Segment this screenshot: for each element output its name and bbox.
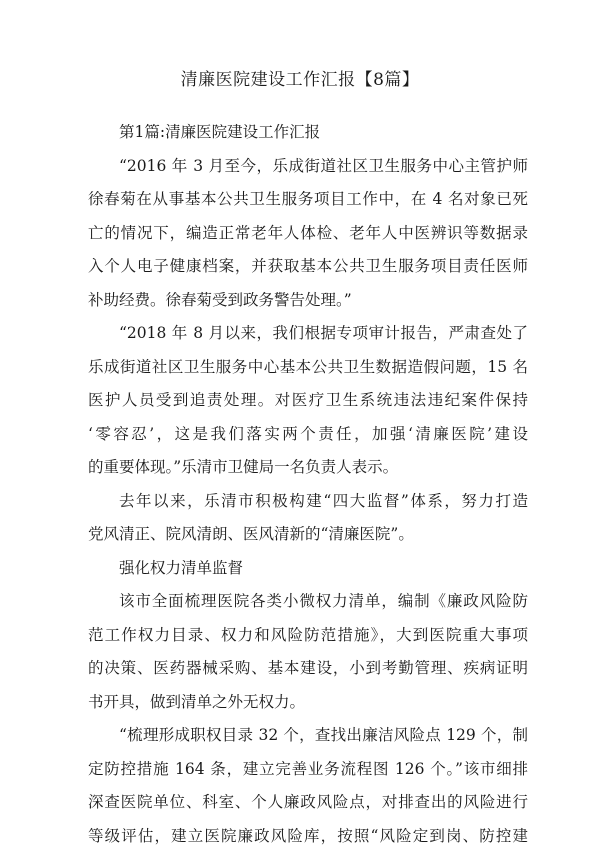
text-line: 党风清正、院风清朗、医风清新的“清廉医院”。: [88, 518, 528, 552]
text-line: 深查医院单位、科室、个人廉政风险点，对排查出的风险进行: [88, 786, 528, 820]
text-line: “梳理形成职权目录 32 个，查找出廉洁风险点 129 个，制: [88, 719, 528, 753]
text-line: 等级评估，建立医院廉政风险库，按照“风险定到岗、防控建: [88, 820, 528, 853]
text-line: 补助经费。徐春菊受到政务警告处理。”: [88, 284, 528, 318]
text-line: 书开具，做到清单之外无权力。: [88, 686, 528, 720]
text-line: 第1篇:清廉医院建设工作汇报: [88, 116, 528, 150]
document-body: [88, 116, 528, 853]
text-line: 亡的情况下，编造正常老年人体检、老年人中医辨识等数据录: [88, 217, 528, 251]
text-line: “2018 年 8 月以来，我们根据专项审计报告，严肃查处了: [88, 317, 528, 351]
document-title: 清廉医院建设工作汇报【8篇】: [0, 68, 600, 92]
text-line: 医护人员受到追责处理。对医疗卫生系统违法违纪案件保持: [88, 384, 528, 418]
text-line: 入个人电子健康档案，并获取基本公共卫生服务项目责任医师: [88, 250, 528, 284]
text-line: 的决策、医药器械采购、基本建设，小到考勤管理、疾病证明: [88, 652, 528, 686]
text-line: ‘零容忍’，这是我们落实两个责任，加强‘清廉医院’建设: [88, 418, 528, 452]
text-line: “2016 年 3 月至今，乐成街道社区卫生服务中心主管护师: [88, 150, 528, 184]
text-line: 强化权力清单监督: [88, 552, 528, 586]
text-line: 徐春菊在从事基本公共卫生服务项目工作中，在 4 名对象已死: [88, 183, 528, 217]
text-line: 的重要体现。”乐清市卫健局一名负责人表示。: [88, 451, 528, 485]
text-line: 该市全面梳理医院各类小微权力清单，编制《廉政风险防: [88, 585, 528, 619]
text-line: 乐成街道社区卫生服务中心基本公共卫生数据造假问题，15 名: [88, 351, 528, 385]
text-line: 范工作权力目录、权力和风险防范措施》，大到医院重大事项: [88, 619, 528, 653]
text-line: 定防控措施 164 条，建立完善业务流程图 126 个。”该市细排: [88, 753, 528, 787]
text-line: 去年以来，乐清市积极构建“四大监督”体系，努力打造: [88, 485, 528, 519]
